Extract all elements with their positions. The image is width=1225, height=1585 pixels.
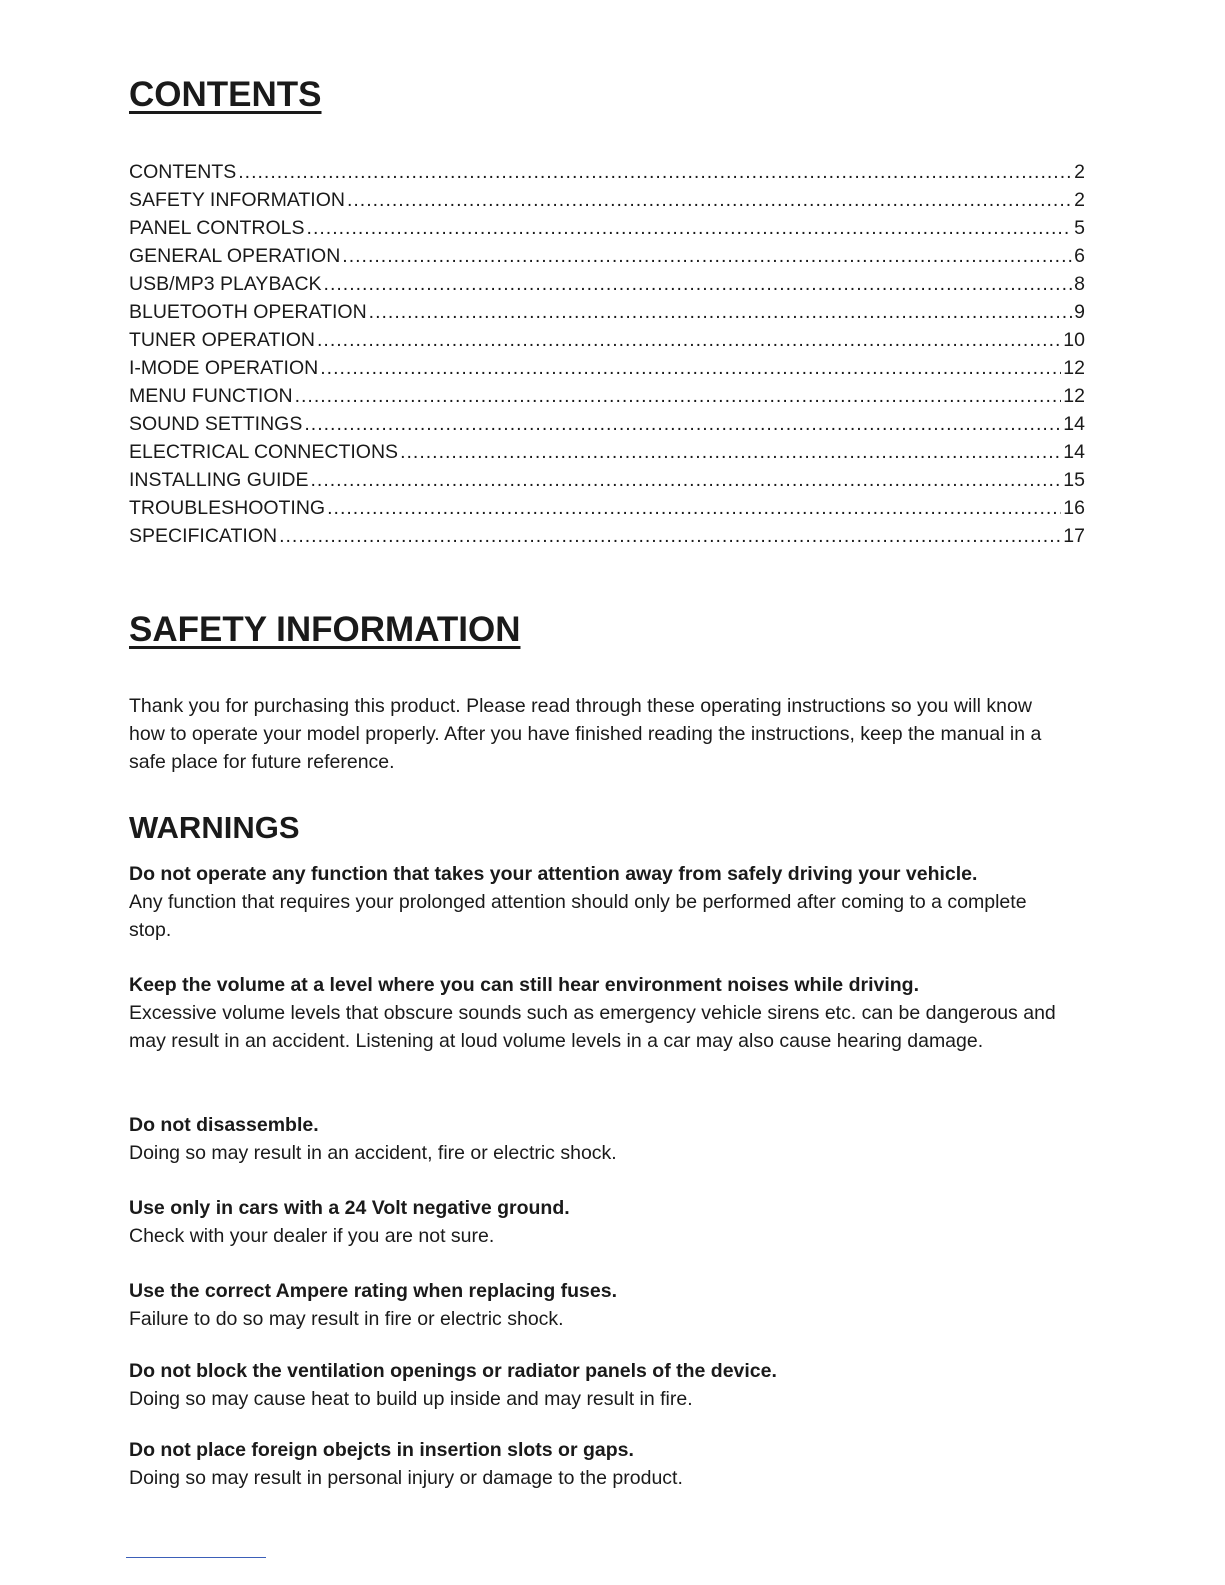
toc-entry: [129, 158, 1085, 186]
toc-leader-dots: [238, 158, 1072, 186]
toc-entry-title: SAFETY INFORMATION: [129, 189, 345, 211]
warning-body: Check with your dealer if you are not sure.: [129, 1225, 495, 1247]
toc-entry: [129, 438, 1085, 466]
toc-entry: [129, 410, 1085, 438]
toc-entry: [129, 466, 1085, 494]
toc-entry-title: INSTALLING GUIDE: [129, 469, 309, 491]
toc-entry: [129, 242, 1085, 270]
toc-leader-dots: [320, 354, 1061, 382]
toc-entry-page: 6: [1074, 245, 1085, 267]
toc-entry: [129, 522, 1085, 550]
toc-entry-title: TUNER OPERATION: [129, 329, 315, 351]
toc-entry: [129, 494, 1085, 522]
toc-leader-dots: [311, 466, 1062, 494]
toc-entry-page: 15: [1063, 469, 1085, 491]
contents-heading: CONTENTS: [129, 75, 322, 114]
toc-leader-dots: [347, 186, 1072, 214]
warning-title: Do not operate any function that takes your attention away from safely driving your vehicle.: [129, 863, 978, 885]
toc-entry-page: 14: [1063, 441, 1085, 463]
toc-entry-page: 5: [1074, 217, 1085, 239]
toc-leader-dots: [295, 382, 1062, 410]
toc-leader-dots: [317, 326, 1061, 354]
toc-leader-dots: [307, 214, 1073, 242]
toc-leader-dots: [327, 494, 1061, 522]
warning-title: Use the correct Ampere rating when replacing fuses.: [129, 1280, 618, 1302]
warning-item: [129, 1436, 1069, 1492]
warning-title: Do not disassemble.: [129, 1114, 319, 1136]
toc-entry: [129, 326, 1085, 354]
warning-body: Excessive volume levels that obscure sounds such as emergency vehicle sirens etc. can be dangerous and may result in an accident. Listening at loud volume levels in a car may also cause hearing damage.: [129, 1002, 1056, 1052]
toc-leader-dots: [324, 270, 1073, 298]
safety-intro-paragraph: Thank you for purchasing this product. Please read through these operating instructions so you will know how to operate your model properly. After you have finished reading the instructions, keep the manual in a safe place for future reference.: [129, 695, 1042, 773]
toc-leader-dots: [279, 522, 1061, 550]
toc-entry: [129, 214, 1085, 242]
warning-item: [129, 1111, 1069, 1167]
toc-entry-page: 17: [1063, 525, 1085, 547]
warning-title: Do not block the ventilation openings or radiator panels of the device.: [129, 1360, 777, 1382]
toc-entry-title: ELECTRICAL CONNECTIONS: [129, 441, 399, 463]
warning-item: [129, 971, 1069, 1055]
warning-item: [129, 860, 1069, 944]
toc-entry: [129, 382, 1085, 410]
table-of-contents: [129, 158, 1085, 550]
toc-leader-dots: [369, 298, 1072, 326]
toc-entry-page: 9: [1074, 301, 1085, 323]
toc-entry-page: 12: [1063, 357, 1085, 379]
toc-entry-page: 16: [1063, 497, 1085, 519]
toc-entry: [129, 354, 1085, 382]
warning-title: Do not place foreign obejcts in insertion slots or gaps.: [129, 1439, 634, 1461]
toc-entry-page: 2: [1074, 189, 1085, 211]
warning-body: Any function that requires your prolonged attention should only be performed after coming to a complete stop.: [129, 891, 1027, 941]
toc-entry-title: PANEL CONTROLS: [129, 217, 305, 239]
warning-item: [129, 1357, 1069, 1413]
toc-entry-title: TROUBLESHOOTING: [129, 497, 326, 519]
toc-entry-title: GENERAL OPERATION: [129, 245, 341, 267]
warnings-heading: WARNINGS: [129, 810, 300, 845]
toc-entry-title: I-MODE OPERATION: [129, 357, 319, 379]
warning-body: Doing so may result in an accident, fire or electric shock.: [129, 1142, 617, 1164]
toc-entry: [129, 270, 1085, 298]
toc-leader-dots: [400, 438, 1061, 466]
toc-entry-title: SPECIFICATION: [129, 525, 278, 547]
toc-entry-title: CONTENTS: [129, 161, 237, 183]
toc-entry-page: 10: [1063, 329, 1085, 351]
warning-item: [129, 1277, 1069, 1333]
footer-divider-line: [126, 1557, 266, 1558]
toc-leader-dots: [342, 242, 1072, 270]
warning-body: Failure to do so may result in fire or electric shock.: [129, 1308, 564, 1330]
toc-entry-title: BLUETOOTH OPERATION: [129, 301, 367, 323]
toc-entry-title: SOUND SETTINGS: [129, 413, 303, 435]
toc-entry: [129, 186, 1085, 214]
toc-entry-page: 8: [1074, 273, 1085, 295]
warning-title: Keep the volume at a level where you can still hear environment noises while driving.: [129, 974, 919, 996]
toc-entry-title: MENU FUNCTION: [129, 385, 293, 407]
warning-item: [129, 1194, 1069, 1250]
toc-entry-title: USB/MP3 PLAYBACK: [129, 273, 322, 295]
toc-entry: [129, 298, 1085, 326]
warning-body: Doing so may cause heat to build up inside and may result in fire.: [129, 1388, 693, 1410]
toc-entry-page: 2: [1074, 161, 1085, 183]
toc-entry-page: 14: [1063, 413, 1085, 435]
safety-information-heading: SAFETY INFORMATION: [129, 610, 521, 649]
toc-leader-dots: [304, 410, 1061, 438]
warning-title: Use only in cars with a 24 Volt negative ground.: [129, 1197, 570, 1219]
toc-entry-page: 12: [1063, 385, 1085, 407]
warning-body: Doing so may result in personal injury or damage to the product.: [129, 1467, 683, 1489]
